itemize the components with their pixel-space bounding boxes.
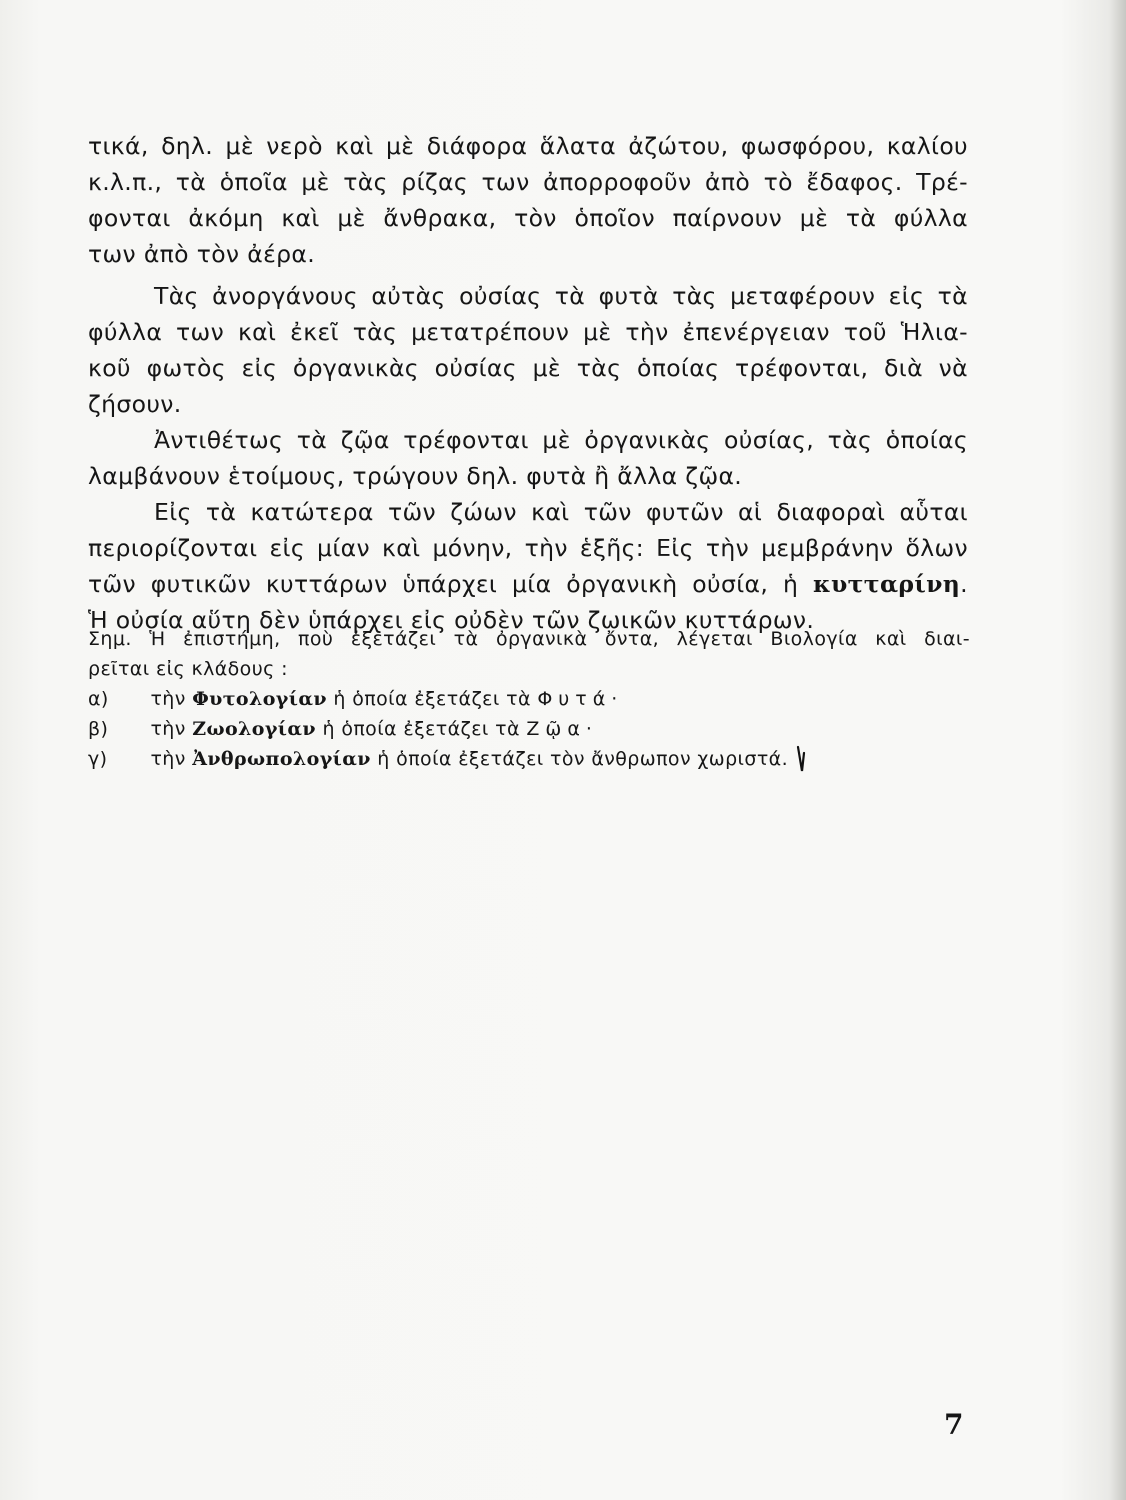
paragraph-4 [88, 494, 968, 638]
text-line: Εἰς τὰ κατώτερα τῶν ζώων καὶ τῶν φυτῶν αἱ διαφοραὶ αὗται [154, 498, 968, 526]
list-label: α) [88, 688, 109, 710]
list-prefix: τὴν [150, 688, 186, 710]
list-term: Ἀνθρωπολογίαν [192, 748, 371, 770]
paragraph-2 [88, 278, 968, 422]
list-suffix: · [585, 718, 593, 740]
text-line: των ἀπὸ τὸν ἀέρα. [88, 240, 316, 268]
text-line-with-term [88, 566, 968, 602]
paragraph-3 [88, 422, 968, 494]
text-segment: τῶν φυτικῶν κυττάρων ὑπάρχει μία ὀργανικὴ οὐσία, ἡ [88, 570, 799, 598]
text-line: φονται ἀκόμη καὶ μὲ ἄνθρακα, τὸν ὁποῖον παίρνουν μὲ τὰ φύλλα [88, 204, 968, 232]
text-line: περιορίζονται εἰς μίαν καὶ μόνην, τὴν ἑξῆς: Εἰς τὴν μεμβράνην ὅλων [88, 534, 968, 562]
text-line: κοῦ φωτὸς εἰς ὀργανικὰς οὐσίας μὲ τὰς ὁποίας τρέφονται, διὰ νὰ [88, 354, 968, 382]
list-object: Ζῷα [526, 718, 586, 740]
list-middle: ἡ ὁποία ἐξετάζει τὰ [322, 718, 520, 740]
note-line: ρεῖται εἰς κλάδους : [88, 658, 288, 680]
note-list-item [88, 744, 970, 774]
text-line: ζήσουν. [88, 390, 182, 418]
paragraph-1 [88, 128, 968, 272]
list-object: Φυτά [537, 688, 612, 710]
term-period: . [960, 570, 968, 598]
note-list-item [88, 714, 970, 744]
main-text [88, 128, 968, 638]
bold-term-kyttarini: κυτταρίνη [813, 570, 961, 598]
text-line: Τὰς ἀνοργάνους αὐτὰς οὐσίας τὰ φυτὰ τὰς μεταφέρουν εἰς τὰ [154, 282, 968, 310]
list-prefix: τὴν [150, 748, 186, 770]
list-middle: ἡ ὁποία ἐξετάζει τὰ [333, 688, 531, 710]
list-middle: ἡ ὁποία ἐξετάζει τὸν ἄνθρωπον χωριστά. [377, 748, 789, 770]
note-line: Σημ. Ἡ ἐπιστήμη, ποὺ ἐξετάζει τὰ ὀργανικὰ ὄντα, λέγεται Βιολογία καὶ διαι- [88, 628, 970, 650]
pencil-tick-mark [796, 745, 806, 773]
text-line: φύλλα των καὶ ἐκεῖ τὰς μετατρέπουν μὲ τὴν ἐπενέργειαν τοῦ Ἡλια- [88, 318, 968, 346]
list-term: Φυτολογίαν [192, 688, 327, 710]
list-term: Ζωολογίαν [192, 718, 316, 740]
list-suffix: · [611, 688, 618, 710]
note-list-item [88, 684, 970, 714]
list-label: γ) [88, 748, 108, 770]
page-edge-shadow [1108, 0, 1126, 1500]
text-line: Ἀντιθέτως τὰ ζῷα τρέφονται μὲ ὀργανικὰς οὐσίας, τὰς ὁποίας [154, 426, 968, 454]
footnote [88, 624, 970, 774]
text-line: τικά, δηλ. μὲ νερὸ καὶ μὲ διάφορα ἅλατα ἀζώτου, φωσφόρου, καλίου [88, 132, 968, 160]
list-prefix: τὴν [150, 718, 186, 740]
text-line: κ.λ.π., τὰ ὁποῖα μὲ τὰς ρίζας των ἀπορροφοῦν ἀπὸ τὸ ἔδαφος. Τρέ- [88, 168, 968, 196]
list-label: β) [88, 718, 109, 740]
text-line: Ἡ οὐσία αὕτη δὲν ὑπάρχει εἰς οὐδὲν τῶν ζωικῶν κυττάρων. [88, 606, 815, 634]
text-line: λαμβάνουν ἑτοίμους, τρώγουν δηλ. φυτὰ ἢ ἄλλα ζῷα. [88, 462, 743, 490]
page-number: 7 [944, 1408, 964, 1441]
